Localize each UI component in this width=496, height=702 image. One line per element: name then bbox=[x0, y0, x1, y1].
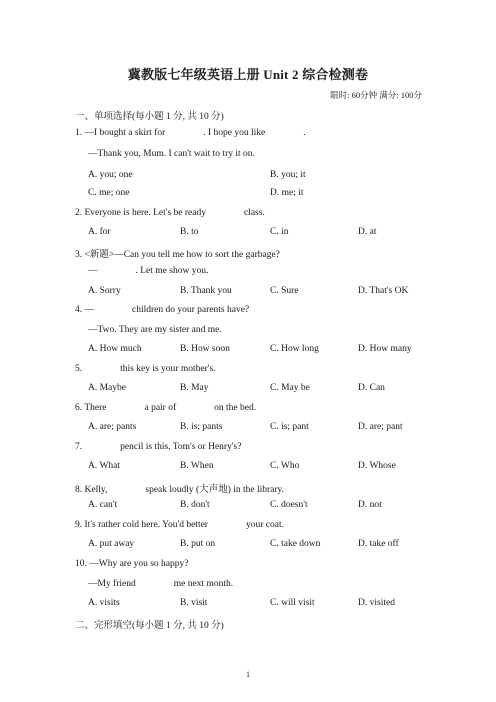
question-7: 7. pencil is this, Tom's or Henry's? bbox=[75, 442, 242, 452]
question-4-option-a: A. How much bbox=[88, 344, 142, 354]
question-1-option-d: D. me; it bbox=[270, 188, 304, 198]
question-3-dialogue: — . Let me show you. bbox=[88, 266, 209, 276]
question-10-dialogue: —My friend me next month. bbox=[88, 579, 234, 589]
question-2-option-b: B. to bbox=[180, 227, 199, 237]
question-8-option-b: B. don't bbox=[180, 500, 210, 510]
question-5-option-d: D. Can bbox=[358, 383, 385, 393]
question-10-option-a: A. visits bbox=[88, 598, 120, 608]
time-score-info: 限时: 60分钟 满分: 100分 bbox=[330, 90, 422, 100]
question-2-option-a: A. for bbox=[88, 227, 111, 237]
question-7-option-b: B. When bbox=[180, 461, 214, 471]
question-3-option-a: A. Sorry bbox=[88, 286, 121, 296]
question-4-option-c: C. How long bbox=[270, 344, 319, 354]
question-4-option-d: D. How many bbox=[358, 344, 412, 354]
question-5-option-a: A. Maybe bbox=[88, 383, 126, 393]
question-10-option-b: B. visit bbox=[180, 598, 208, 608]
question-8-option-c: C. doesn't bbox=[270, 500, 308, 510]
question-9: 9. It's rather cold here. You'd better your coat. bbox=[75, 520, 284, 530]
question-4-dialogue: —Two. They are my sister and me. bbox=[88, 325, 222, 335]
question-8-option-d: D. not bbox=[358, 500, 382, 510]
question-6-option-a: A. are; pants bbox=[88, 422, 137, 432]
question-9-option-b: B. put on bbox=[180, 539, 216, 549]
question-5-option-b: B. May bbox=[180, 383, 209, 393]
question-2-option-c: C. in bbox=[270, 227, 289, 237]
question-1-option-a: A. you; one bbox=[88, 170, 133, 180]
question-8: 8. Kelly, speak loudly (大声地) in the library. bbox=[75, 485, 285, 495]
page-title: 冀教版七年级英语上册 Unit 2 综合检测卷 bbox=[127, 67, 369, 82]
question-9-option-c: C. take down bbox=[270, 539, 321, 549]
question-10: 10. —Why are you so happy? bbox=[75, 559, 189, 569]
question-2-option-d: D. at bbox=[358, 227, 377, 237]
question-6-option-b: B. is; pants bbox=[180, 422, 223, 432]
question-10-option-d: D. visited bbox=[358, 598, 395, 608]
question-2: 2. Everyone is here. Let's be ready class. bbox=[75, 208, 265, 218]
question-6-option-c: C. is; pant bbox=[270, 422, 309, 432]
question-3-option-c: C. Sure bbox=[270, 286, 299, 296]
question-8-option-a: A. can't bbox=[88, 500, 118, 510]
question-3: 3. <新题>—Can you tell me how to sort the garbage? bbox=[75, 250, 280, 260]
question-3-option-b: B. Thank you bbox=[180, 286, 232, 296]
question-5: 5. this key is your mother's. bbox=[75, 364, 216, 374]
question-1: 1. —I bought a skirt for . I hope you like . bbox=[75, 128, 306, 138]
question-6: 6. There a pair of on the bed. bbox=[75, 403, 257, 413]
question-5-option-c: C. May be bbox=[270, 383, 310, 393]
question-7-option-a: A. What bbox=[88, 461, 121, 471]
question-1-dialogue: —Thank you, Mum. I can't wait to try it on. bbox=[88, 149, 255, 159]
question-9-option-d: D. take off bbox=[358, 539, 399, 549]
question-3-option-d: D. That's OK bbox=[358, 286, 409, 296]
question-1-option-b: B. you; it bbox=[270, 170, 306, 180]
question-1-option-c: C. me; one bbox=[88, 188, 130, 198]
question-7-option-c: C. Who bbox=[270, 461, 300, 471]
section-heading-single-choice: 一、单项选择(每小题 1 分, 共 10 分) bbox=[75, 112, 224, 122]
page-number: 1 bbox=[246, 670, 250, 679]
question-9-option-a: A. put away bbox=[88, 539, 135, 549]
section-heading-cloze: 二、完形填空(每小题 1 分, 共 10 分) bbox=[75, 621, 224, 631]
question-7-option-d: D. Whose bbox=[358, 461, 396, 471]
question-4: 4. — children do your parents have? bbox=[75, 305, 250, 315]
question-10-option-c: C. will visit bbox=[270, 598, 315, 608]
question-6-option-d: D. are; pant bbox=[358, 422, 403, 432]
question-4-option-b: B. How soon bbox=[180, 344, 230, 354]
